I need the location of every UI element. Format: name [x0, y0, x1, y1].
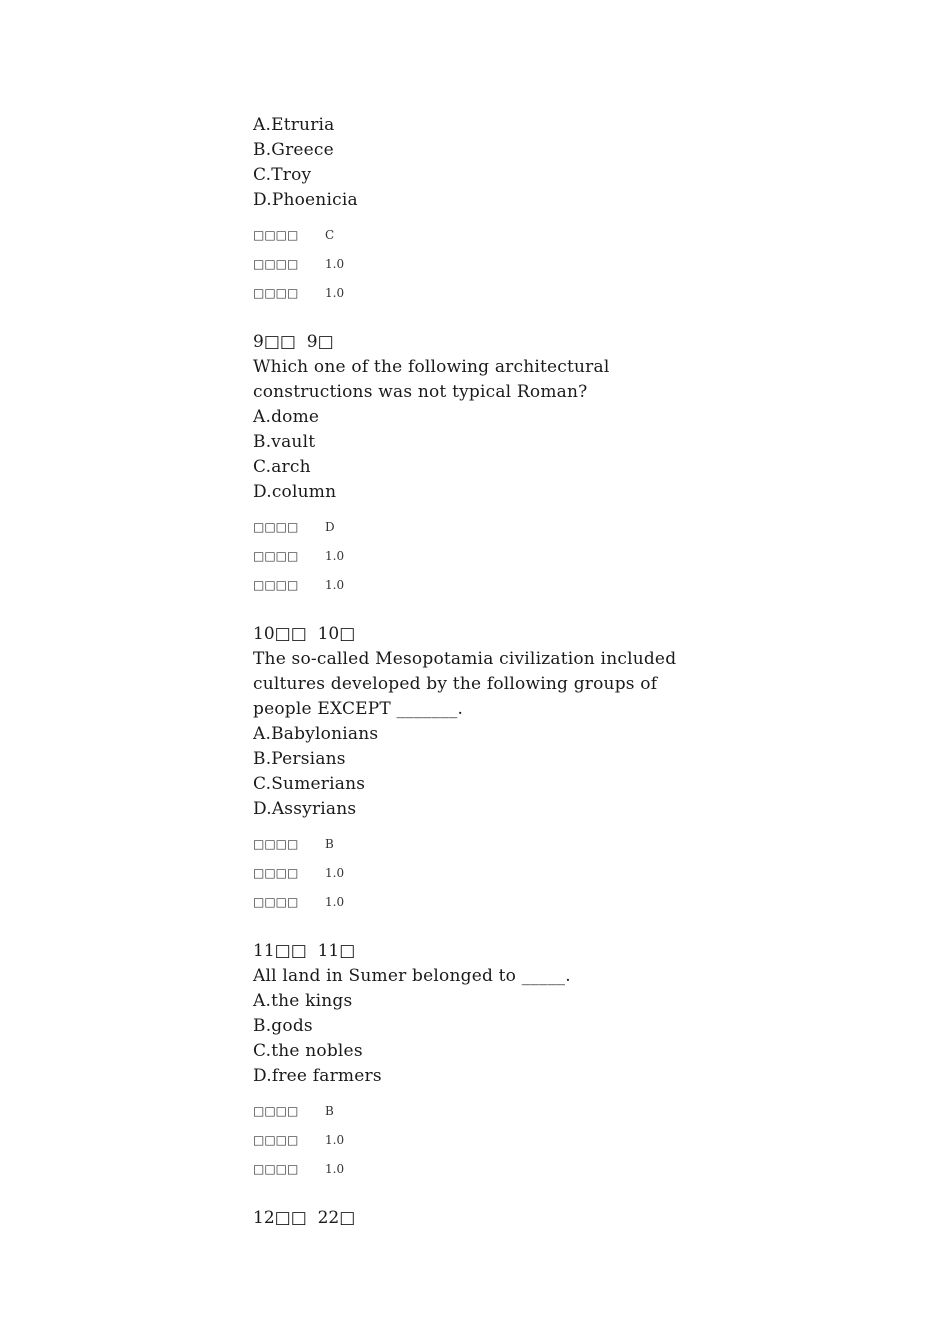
- option-c: C.arch: [253, 457, 311, 477]
- meta-row: [253, 571, 773, 600]
- option-a: A.Babylonians: [253, 724, 379, 744]
- meta-row: [253, 1155, 773, 1184]
- option-d: D.column: [253, 482, 337, 502]
- meta-row: [253, 1097, 773, 1126]
- meta-value: 1.0: [325, 578, 345, 592]
- question-8: [253, 113, 773, 308]
- meta-key: □□□□: [253, 578, 299, 592]
- meta-key: □□□□: [253, 837, 299, 851]
- meta-value: 1.0: [325, 257, 345, 271]
- question-header: 12□□ 22□: [253, 1208, 356, 1228]
- question-header: 10□□ 10□: [253, 624, 356, 644]
- meta-value: 1.0: [325, 286, 345, 300]
- meta-value: 1.0: [325, 866, 345, 880]
- meta-key: □□□□: [253, 1104, 299, 1118]
- question-header: 9□□ 9□: [253, 332, 334, 352]
- meta-row: [253, 221, 773, 250]
- meta-value: C: [325, 228, 335, 242]
- meta-value: 1.0: [325, 549, 345, 563]
- answer-meta: [253, 221, 773, 308]
- option-b: B.Greece: [253, 140, 334, 160]
- meta-value: D: [325, 520, 335, 534]
- meta-row: [253, 859, 773, 888]
- meta-key: □□□□: [253, 895, 299, 909]
- meta-row: [253, 542, 773, 571]
- option-a: A.Etruria: [253, 115, 335, 135]
- answer-meta: [253, 830, 773, 917]
- meta-row: [253, 888, 773, 917]
- meta-key: □□□□: [253, 286, 299, 300]
- option-b: B.gods: [253, 1016, 313, 1036]
- option-c: C.Troy: [253, 165, 312, 185]
- meta-value: 1.0: [325, 1162, 345, 1176]
- meta-key: □□□□: [253, 1162, 299, 1176]
- meta-key: □□□□: [253, 549, 299, 563]
- question-9: [253, 330, 773, 600]
- meta-row: [253, 250, 773, 279]
- question-10: [253, 622, 773, 917]
- meta-row: [253, 830, 773, 859]
- meta-key: □□□□: [253, 1133, 299, 1147]
- option-b: B.Persians: [253, 749, 346, 769]
- question-text: The so-called Mesopotamia civilization included: [253, 649, 677, 669]
- meta-row: [253, 279, 773, 308]
- option-b: B.vault: [253, 432, 316, 452]
- option-c: C.Sumerians: [253, 774, 366, 794]
- option-d: D.free farmers: [253, 1066, 382, 1086]
- question-header: 11□□ 11□: [253, 941, 356, 961]
- question-text: cultures developed by the following groups of: [253, 674, 658, 694]
- meta-key: □□□□: [253, 520, 299, 534]
- meta-value: B: [325, 837, 334, 851]
- meta-value: 1.0: [325, 895, 345, 909]
- question-text: people EXCEPT _______.: [253, 699, 464, 719]
- question-text: Which one of the following architectural: [253, 357, 610, 377]
- meta-value: B: [325, 1104, 334, 1118]
- meta-row: [253, 1126, 773, 1155]
- meta-key: □□□□: [253, 866, 299, 880]
- meta-key: □□□□: [253, 257, 299, 271]
- option-a: A.the kings: [253, 991, 353, 1011]
- question-12: [253, 1206, 773, 1231]
- answer-meta: [253, 513, 773, 600]
- question-11: [253, 939, 773, 1184]
- document-page: [253, 113, 773, 1231]
- meta-key: □□□□: [253, 228, 299, 242]
- option-a: A.dome: [253, 407, 320, 427]
- option-c: C.the nobles: [253, 1041, 363, 1061]
- question-text: All land in Sumer belonged to _____.: [253, 966, 571, 986]
- option-d: D.Assyrians: [253, 799, 357, 819]
- question-text: constructions was not typical Roman?: [253, 382, 588, 402]
- meta-value: 1.0: [325, 1133, 345, 1147]
- meta-row: [253, 513, 773, 542]
- answer-meta: [253, 1097, 773, 1184]
- option-d: D.Phoenicia: [253, 190, 358, 210]
